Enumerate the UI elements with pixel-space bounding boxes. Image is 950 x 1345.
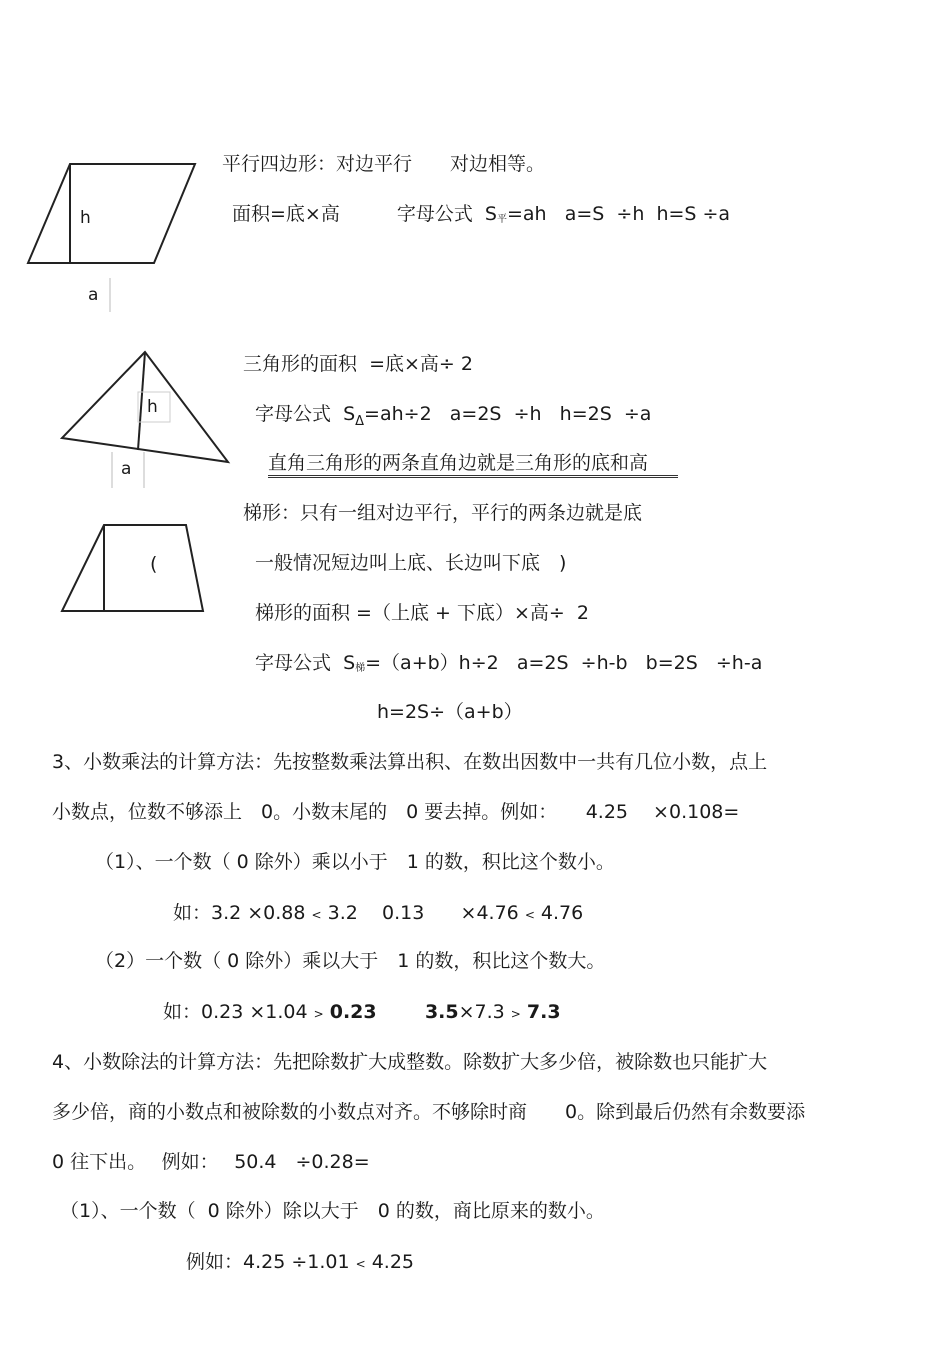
- triangle-a-label: a: [121, 459, 132, 479]
- trapezoid-paren: (: [150, 553, 158, 575]
- parallelogram-figure: [28, 164, 195, 263]
- triangle-h-label: h: [147, 397, 158, 417]
- triangle-area-rule: 三角形的面积 =底×高÷ 2: [243, 353, 473, 375]
- multiplication-rule-2-example: 如：0.23 ×1.04 > 0.23 3.5×7.3 > 7.3: [163, 1001, 561, 1023]
- trapezoid-definition: 梯形：只有一组对边平行，平行的两条边就是底: [243, 502, 643, 524]
- multiplication-rule-2: （2）一个数（ 0 除外）乘以大于 1 的数，积比这个数大。: [95, 950, 606, 972]
- parallelogram-definition: 平行四边形：对边平行 对边相等。: [222, 153, 546, 175]
- decimal-division-rule-cont: 多少倍，商的小数点和被除数的小数点对齐。不够除时商 0。除到最后仍然有余数要添: [52, 1101, 806, 1123]
- decimal-multiplication-rule-cont: 小数点，位数不够添上 0。小数末尾的 0 要去掉。例如： 4.25 ×0.108=: [52, 801, 740, 823]
- parallelogram-area-formula: 面积=底×高 字母公式 $S_平=ah$ a=S ÷h h=S ÷a: [232, 203, 731, 225]
- triangle-letter-formula: 字母公式 $S_\Delta=ah\div 2$ a=2S ÷h h=2S ÷a: [255, 403, 652, 429]
- multiplication-rule-1-example: 如：3.2 ×0.88 < 3.2 0.13 ×4.76 < 4.76: [173, 902, 584, 924]
- triangle-figure: [62, 352, 228, 462]
- trapezoid-letter-formula: 字母公式 $S_梯=(a+b)h\div 2$ a=2S ÷h-b b=2S ÷h-a: [255, 652, 763, 674]
- division-rule-1-example: 例如：4.25 ÷1.01 < 4.25: [186, 1251, 415, 1273]
- decimal-multiplication-rule: 3、小数乘法的计算方法：先按整数乘法算出积、在数出因数中一共有几位小数，点上: [52, 751, 768, 773]
- decimal-division-example: 0 往下出。 例如： 50.4 ÷0.28=: [52, 1151, 370, 1173]
- trapezoid-figure: [62, 525, 203, 611]
- parallelogram-a-label: a: [88, 285, 99, 305]
- trapezoid-height-formula: h=2S÷（a+b）: [377, 701, 523, 723]
- trapezoid-base-naming: 一般情况短边叫上底、长边叫下底 ): [255, 552, 567, 574]
- trapezoid-area-rule: 梯形的面积 =（上底 + 下底）×高÷ 2: [255, 602, 589, 624]
- right-triangle-note: 直角三角形的两条直角边就是三角形的底和高: [268, 451, 678, 475]
- multiplication-rule-1: （1）、一个数（ 0 除外）乘以小于 1 的数，积比这个数小。: [95, 851, 615, 873]
- decimal-division-rule: 4、小数除法的计算方法：先把除数扩大成整数。除数扩大多少倍，被除数也只能扩大: [52, 1051, 768, 1073]
- division-rule-1: （1）、一个数（ 0 除外）除以大于 0 的数，商比原来的数小。: [60, 1200, 605, 1222]
- parallelogram-h-label: h: [80, 208, 91, 228]
